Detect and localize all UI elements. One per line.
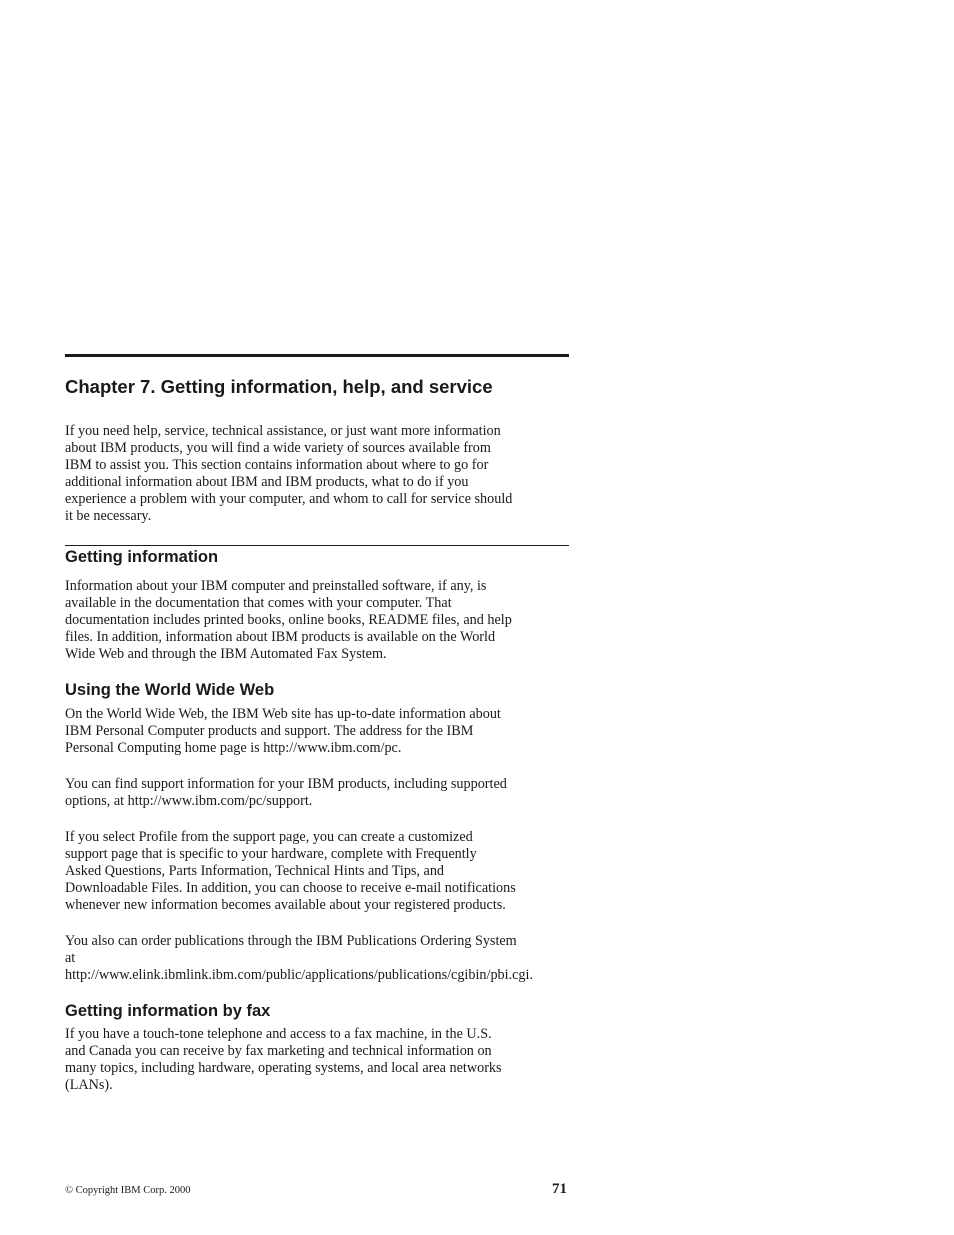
text-line: Information about your IBM computer and preinstalled software, if any, is [65,578,487,594]
text-line: IBM Personal Computer products and support. The address for the IBM [65,723,474,740]
text-line: support page that is specific to your hardware, complete with Frequently [65,846,477,863]
text-line: If you select Profile from the support page, you can create a customized [65,829,473,845]
footer-copyright: © Copyright IBM Corp. 2000 [65,1185,191,1196]
text-line: Personal Computing home page is http://www.ibm.com/pc. [65,740,402,757]
text-line: (LANs). [65,1077,113,1094]
heading-fax: Getting information by fax [65,1002,271,1020]
chapter-rule [65,354,569,357]
page-number: 71 [552,1181,567,1197]
text-line: If you have a touch-tone telephone and access to a fax machine, in the U.S. [65,1026,492,1042]
text-line: options, at http://www.ibm.com/pc/support. [65,793,313,810]
text-line: If you need help, service, technical assistance, or just want more information [65,423,501,439]
text-line: Asked Questions, Parts Information, Technical Hints and Tips, and [65,863,445,880]
text-line: You can find support information for your IBM products, including supported [65,776,507,792]
text-line: Downloadable Files. In addition, you can choose to receive e-mail notifications [65,880,516,897]
heading-getting-information: Getting information [65,548,219,566]
text-line: at [65,950,76,967]
text-line: additional information about IBM and IBM products, what to do if you [65,474,469,491]
text-line: On the World Wide Web, the IBM Web site has up-to-date information about [65,706,501,722]
text-line: about IBM products, you will find a wide variety of sources available from [65,440,491,457]
text-line: experience a problem with your computer, and whom to call for service should [65,491,513,508]
text-line: IBM to assist you. This section contains information about where to go for [65,457,489,474]
text-line: available in the documentation that comes with your computer. That [65,595,452,612]
text-line: You also can order publications through the IBM Publications Ordering System [65,933,517,949]
getting-information-paragraph [65,578,512,663]
heading-world-wide-web: Using the World Wide Web [65,681,275,699]
text-line: and Canada you can receive by fax marketing and technical information on [65,1043,492,1060]
text-line: it be necessary. [65,508,152,525]
text-line: Wide Web and through the IBM Automated Fax System. [65,646,387,663]
section-rule [65,545,569,546]
text-line: documentation includes printed books, online books, README files, and help [65,612,512,629]
www-paragraph-4 [65,933,533,984]
text-line: files. In addition, information about IBM products is available on the World [65,629,496,646]
www-paragraph-2 [65,776,507,810]
www-paragraph-3 [65,829,516,914]
text-line: whenever new information becomes available about your registered products. [65,897,506,914]
publications-url: http://www.elink.ibmlink.ibm.com/public/applications/publications/cgibin/pbi.cgi. [65,967,533,984]
fax-paragraph [65,1026,502,1094]
text-line: many topics, including hardware, operating systems, and local area networks [65,1060,502,1077]
www-paragraph-1 [65,706,501,757]
chapter-title: Chapter 7. Getting information, help, and service [65,376,493,397]
chapter-intro-paragraph [65,423,512,526]
